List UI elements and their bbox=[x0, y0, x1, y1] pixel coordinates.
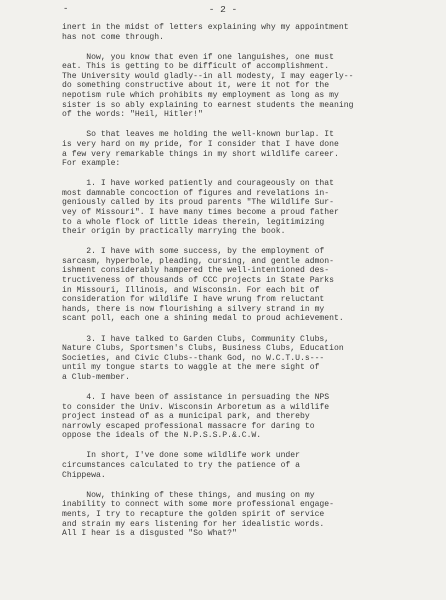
paragraph-in-short: In short, I've done some wildlife work under circumstances calculated to try the patience of a Chippewa. bbox=[62, 451, 300, 480]
header-mark: - bbox=[63, 4, 69, 14]
paragraph-item-2: 2. I have with some success, by the employment of sarcasm, hyperbole, pleading, cursing, and gentle admon- ishment considerably hampered the well-intentioned des- tructiveness of thousands of CCC projects in State Parks in Missouri, Illinois, and Wisconsin. For each bit of consideration for wildlife I have wrung from reluctant hands, there is now flourishing a silvery strand in my scant poll, each one a shining medal to proud achievement. bbox=[62, 247, 344, 324]
paragraph-burlap: So that leaves me holding the well-known burlap. It is very hard on my pride, for I consider that I have done a few very remarkable things in my short wildlife career. For example: bbox=[62, 130, 339, 169]
paragraph-nepotism: Now, you know that even if one languishes, one must eat. This is getting to be difficult of accomplishment. The University would gladly--in all modesty, I may eagerly-- do something constructive about it, were it not for the nepotism rule which prohibits my employment as long as my sister is so ably explaining to earnest students the meaning of the words: "Heil, Hitler!" bbox=[62, 52, 354, 120]
paragraph-item-4: 4. I have been of assistance in persuading the NPS to consider the Univ. Wisconsin Arboretum as a wildlife project instead of as a municipal park, and thereby narrowly escaped professional massacre for daring to oppose the ideals of the N.P.S.S.P.&.C.W. bbox=[62, 393, 330, 441]
paragraph-item-3: 3. I have talked to Garden Clubs, Community Clubs, Nature Clubs, Sportsmen's Clubs, Business Clubs, Education Societies, and Civic Clubs--thank God, no W.C.T.U.s--- until my tongue starts to waggle at the mere sight of a Club-member. bbox=[62, 334, 344, 382]
paragraph-so-what: Now, thinking of these things, and musing on my inability to connect with some more professional engage- ments, I try to recapture the golden spirit of service and strain my ears listening for her idealistic words. All I hear is a disgusted "So What?" bbox=[62, 490, 334, 539]
page-number: - 2 - bbox=[208, 4, 238, 15]
paragraph-item-1: 1. I have worked patiently and courageously on that most damnable concoction of figures and revelations in- geniously called by its proud parents "The Wildlife Sur- vey of Missouri". I have many times become a proud father to a whole flock of little ideas therein, legitimizing their origin by practically marrying the book. bbox=[62, 179, 339, 237]
letter-body bbox=[62, 23, 422, 549]
paragraph-continuation: inert in the midst of letters explaining why my appointment has not come through. bbox=[62, 23, 349, 42]
